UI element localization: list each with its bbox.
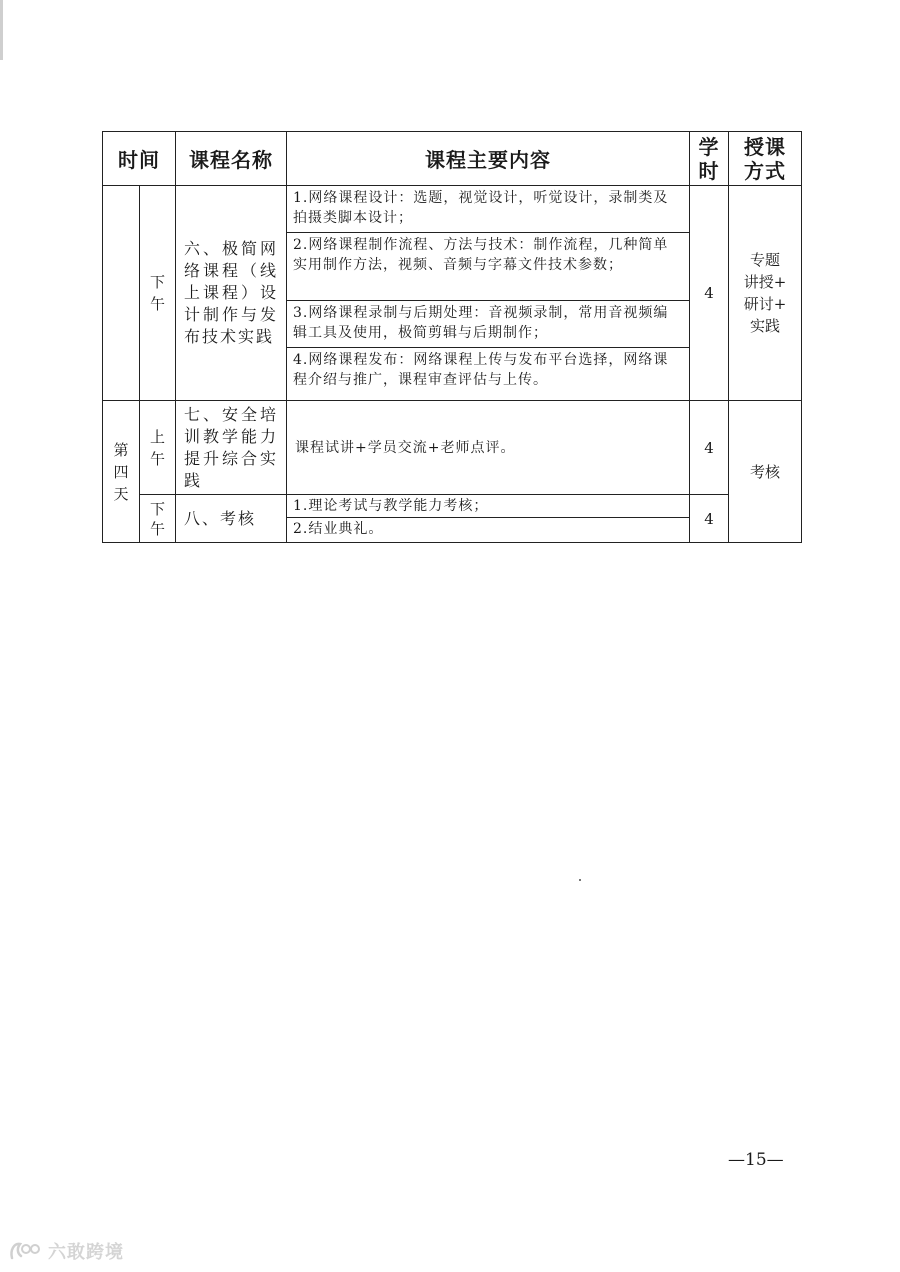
- content-cell: [287, 495, 690, 543]
- header-method: 授课 方式: [729, 132, 802, 186]
- scan-edge: [0, 0, 3, 60]
- method-cell: 考核: [729, 401, 802, 543]
- session-cell: 下 午: [140, 186, 176, 401]
- hours-cell: 4: [690, 401, 729, 495]
- content-item: 4.网络课程发布：网络课程上传与发布平台选择，网络课程介绍与推广，课程审查评估与上传。: [293, 352, 669, 388]
- content-item: 3.网络课程录制与后期处理：音视频录制，常用音视频编辑工具及使用，极简剪辑与后期制作；: [287, 301, 689, 348]
- content-item: 1.网络课程设计：选题，视觉设计，听觉设计，录制类及拍摄类脚本设计；: [287, 186, 689, 233]
- content-item: 1.理论考试与教学能力考核；: [287, 495, 689, 518]
- header-course-name: 课程名称: [176, 132, 287, 186]
- watermark-text: 六敢跨境: [48, 1242, 124, 1263]
- day-cell: 第 四 天: [103, 401, 140, 543]
- table-row: [103, 495, 802, 543]
- scan-speck: [579, 879, 581, 881]
- watermark: [8, 1238, 124, 1264]
- day-cell-empty: [103, 186, 140, 401]
- session-cell: 上 午: [140, 401, 176, 495]
- session-cell: 下 午: [140, 495, 176, 543]
- course-name-cell: 八、考核: [176, 495, 287, 543]
- method-cell: 专题 讲授+ 研讨+ 实践: [729, 186, 802, 401]
- table-row: [103, 401, 802, 495]
- header-hours: 学 时: [690, 132, 729, 186]
- content-cell: 课程试讲+学员交流+老师点评。: [287, 401, 690, 495]
- hours-cell: 4: [690, 495, 729, 543]
- content-cell: [287, 186, 690, 401]
- table-header-row: [103, 132, 802, 186]
- content-item: 2.网络课程制作流程、方法与技术：制作流程，几种简单实用制作方法，视频、音频与字幕文件技术参数；: [287, 233, 689, 301]
- header-main-content: 课程主要内容: [287, 132, 690, 186]
- course-schedule-table: [102, 131, 802, 543]
- hours-cell: 4: [690, 186, 729, 401]
- table-row: [103, 186, 802, 401]
- course-name-cell: 六、极简网络课程（线上课程）设计制作与发布技术实践: [176, 186, 287, 401]
- brand-logo-icon: [8, 1240, 44, 1262]
- course-name-cell: 七、安全培训教学能力提升综合实践: [176, 401, 287, 495]
- content-item: 2.结业典礼。: [293, 521, 384, 537]
- header-time: 时间: [103, 132, 176, 186]
- page-number: —15—: [728, 1150, 784, 1170]
